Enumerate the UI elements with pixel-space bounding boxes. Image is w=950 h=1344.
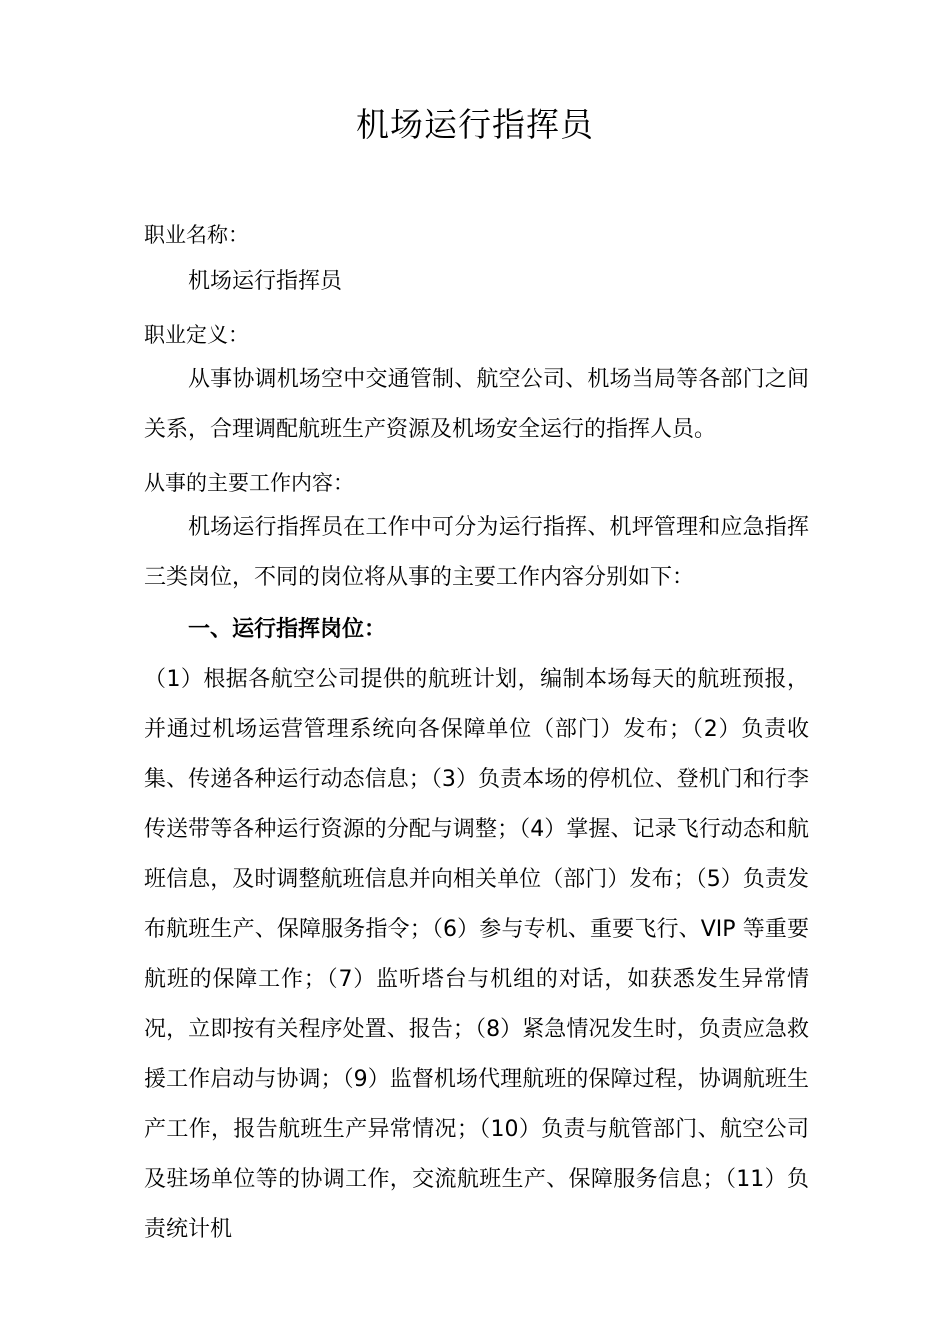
section-body: （1）根据各航空公司提供的航班计划，编制本场每天的航班预报，并通过机场运营管理系统向各保障单位（部门）发布；（2）负责收集、传递各种运行动态信息；（3）负责本场的停机位、登机门和行李传送带等各种运行资源的分配与调整；（4）掌握、记录飞行动态和航班信息，及时调整航班信息并向相关单位（部门）发布；（5）负责发布航班生产、保障服务指令；（6）参与专机、重要飞行、VIP 等重要航班的保障工作；（7）监听塔台与机组的对话，如获悉发生异常情况，立即按有关程序处置、报告；（8）紧急情况发生时，负责应急救援工作启动与协调；（9）监督机场代理航班的保障过程，协调航班生产工作，报告航班生产异常情况；（10）负责与航管部门、航空公司及驻场单位等的协调工作，交流航班生产、保障服务信息；（11）负责统计机 (144, 667, 809, 1242)
section-heading: 一、运行指挥岗位： (188, 617, 387, 642)
document-title: 机场运行指挥员 (356, 105, 594, 144)
occupation-definition-text: 从事协调机场空中交通管制、航空公司、机场当局等各部门之间关系，合理调配航班生产资源及机场安全运行的指挥人员。 (144, 367, 809, 442)
occupation-definition-label: 职业定义： (144, 323, 249, 347)
main-work-intro: 机场运行指挥员在工作中可分为运行指挥、机坪管理和应急指挥三类岗位，不同的岗位将从事的主要工作内容分别如下： (144, 515, 809, 590)
occupation-name-label: 职业名称： (144, 223, 249, 247)
occupation-name-value: 机场运行指挥员 (188, 269, 343, 294)
main-work-label: 从事的主要工作内容： (144, 471, 354, 495)
